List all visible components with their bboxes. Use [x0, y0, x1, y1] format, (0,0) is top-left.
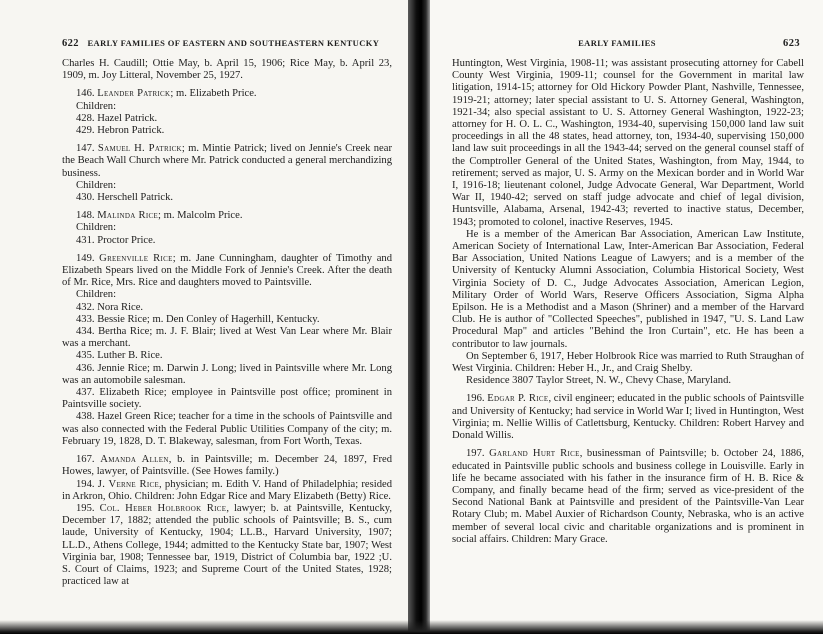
paragraph — [62, 454, 392, 478]
person-name: Garland Hurt Rice — [489, 448, 580, 460]
paragraph-text: 435. Luther B. Rice. — [76, 350, 163, 362]
paragraph-text: 429. Hebron Patrick. — [76, 125, 165, 137]
entry-number: 196. — [466, 393, 485, 405]
right-text-column — [452, 58, 804, 546]
paragraph-text: 428. Hazel Patrick. — [76, 112, 158, 124]
paragraph — [62, 302, 392, 314]
paragraph-text: 436. Jennie Rice; m. Darwin J. Long; lived in Paintsville where Mr. Long was an automobile salesman. — [62, 362, 392, 386]
paragraph-text: On September 6, 1917, Heber Holbrook Rice was married to Ruth Straughan of West Virginia. Children: Heber H., Jr., and Craig Shelby. — [452, 350, 804, 375]
paragraph — [62, 387, 392, 411]
paragraph — [62, 222, 392, 234]
paragraph — [452, 58, 804, 229]
paragraph — [62, 289, 392, 301]
page-edge-shadow — [0, 620, 823, 634]
left-running-header — [62, 38, 394, 49]
paragraph-text: Children: — [76, 222, 117, 234]
paragraph — [452, 229, 804, 351]
person-name: Samuel H. Patrick — [97, 143, 182, 155]
paragraph-text: Residence 3807 Taylor Street, N. W., Chevy Chase, Maryland. — [466, 375, 732, 387]
paragraph-text: , businessman of Paintsville; b. October 24, 1886, educated in Paintsville public schools and business college in Louisville. Early in life he became associated with his father in the insurance firm of H. B. Rice & Company, and finally became head of the firm; served as vice-president of the Second National Bank at Paintsville and president of the Paintsville-Van Lear Rotary Club; m. Mabel Auxier of Richardson County, Nebraska, who is an active member of several local civic and charitable organizations and is prominent in social affairs. Children: Mary Grace. — [452, 448, 804, 545]
right-running-head: EARLY FAMILIES — [578, 38, 656, 48]
paragraph — [62, 411, 392, 448]
entry-number: 149. — [76, 252, 95, 264]
paragraph-text: He is a member of the American Bar Association, American Law Institute, American Society of International Law, Inter-American Bar Association, Federal Bar Association, United Nations League of Lawyers; and is a member of the University of Kentucky Alumni Association, Columbia Historical Society, West Virginia Society of D. C., Judge Advocates Association, American Legion, Military Order of World Wars, Reserve Officers Association, Sigma Alpha Epilson. He is a Methodist and a Mason (Shriner) and a member of the Harvard Club. He is author of "Collected Speeches", published in 1947, "U. S. Land Law Procedural Map" and articles "Behind the Iron Curtain", etc. He has been a contributor to law journals. — [452, 228, 804, 350]
paragraph — [62, 113, 392, 125]
paragraph — [62, 363, 392, 387]
paragraph — [62, 503, 392, 588]
paragraph — [62, 350, 392, 362]
left-text-column — [62, 58, 392, 588]
paragraph — [62, 143, 392, 180]
paragraph — [452, 375, 804, 387]
paragraph — [452, 351, 804, 375]
paragraph — [62, 58, 392, 82]
right-page-number: 623 — [783, 38, 800, 49]
entry-number: 167. — [76, 454, 95, 466]
entry-number: 146. — [76, 88, 95, 100]
paragraph — [62, 479, 392, 503]
right-running-header — [452, 38, 800, 49]
paragraph-text: 438. Hazel Green Rice; teacher for a time in the schools of Paintsville and was also connected with the Federal Public Utilities Company of the city; m. February 19, 1828, D. T. Blakeway, salesman, from Fort Worth, Texas. — [62, 411, 392, 447]
paragraph — [62, 101, 392, 113]
left-running-head: EARLY FAMILIES OF EASTERN AND SOUTHEASTERN KENTUCKY — [87, 38, 380, 48]
paragraph-text: 433. Bessie Rice; m. Den Conley of Hagerhill, Kentucky. — [76, 313, 320, 325]
paragraph — [452, 393, 804, 442]
paragraph-text: Children: — [76, 289, 117, 301]
entry-number: 197. — [466, 448, 485, 460]
paragraph-text: , physician; m. Edith V. Hand of Philadelphia; resided in Arkron, Ohio. Children: John Edgar Rice and Mary Elizabeth (Betty) Rice. — [62, 478, 392, 502]
paragraph-text: ; m. Elizabeth Price. — [170, 88, 257, 100]
paragraph — [62, 326, 392, 350]
paragraph-text: , b. in Paintsville; m. December 24, 1897, Fred Howes, lawyer, of Paintsville. (See Howes family.) — [62, 454, 393, 478]
entry-number: 147. — [76, 143, 95, 155]
left-page-number: 622 — [62, 38, 79, 49]
paragraph-text: Children: — [76, 100, 117, 112]
paragraph — [452, 448, 804, 546]
paragraph — [62, 180, 392, 192]
left-page — [0, 0, 410, 634]
person-name: Leander Patrick — [97, 88, 171, 100]
paragraph — [62, 192, 392, 204]
paragraph-text: 430. Herschell Patrick. — [76, 192, 174, 204]
paragraph-text: 437. Elizabeth Rice; employee in Paintsville post office; prominent in Paintsville society. — [62, 387, 392, 411]
entry-number: 195. — [76, 502, 95, 514]
person-name: Greenville Rice — [99, 252, 173, 264]
paragraph-text: Children: — [76, 179, 117, 191]
paragraph-text: Charles H. Caudill; Ottie May, b. April 15, 1906; Rice May, b. April 23, 1909, m. Joy Litteral, November 25, 1927. — [62, 58, 392, 82]
paragraph-text: 434. Bertha Rice; m. J. F. Blair; lived at West Van Lear where Mr. Blair was a merchant. — [62, 326, 392, 350]
paragraph — [62, 235, 392, 247]
paragraph-text: 432. Nora Rice. — [76, 301, 144, 313]
paragraph — [62, 253, 392, 290]
person-name: Col. Heber Holbrook Rice — [99, 502, 227, 514]
entry-number: 194. — [76, 478, 95, 490]
paragraph — [62, 125, 392, 137]
right-page — [430, 0, 823, 634]
paragraph-text: ; m. Malcolm Price. — [158, 210, 243, 222]
person-name: Malinda Rice — [97, 210, 159, 222]
book-gutter — [408, 0, 432, 634]
paragraph-text: 431. Proctor Price. — [76, 234, 156, 246]
person-name: Edgar P. Rice — [487, 393, 549, 405]
entry-number: 148. — [76, 210, 95, 222]
paragraph-text: Huntington, West Virginia, 1908-11; was assistant prosecuting attorney for Cabell County West Virginia, 1909-11; counsel for the Government in marital law litigation, 1914-15; attorney for Old Hickory Powder Plant, Nashville, Tennessee, 1919-21; attorney; later special assistant to U. S. Attorney General, Washington, 1921-34; also special assistant to U. S. Attorney General Washington, 1922-23; attorney for H. O. L. C., Washington, 1934-40, supervising 150,000 land law suit proceedings in all the 48 states, head attorney, ton, 1934-40, supervising 150,000 land law suit proceedings in all the 1943-44; served on the general counsel staff of the Comptroller General of the United States, Washington, from May, 1944, to retirement; served as major, U. S. Army on the Mexican border and in World War I, 1916-18; lieutenant colonel, Judge Advocate General, War Department, World War II, 1940-42; served on staff judge advocate and chief of legal division, Huntsville, Alabama, Arsenal, 1942-43; reverted to inactive status, December, 1943; promoted to colonel, inactive Reserves, 1945. — [452, 58, 804, 228]
person-name: J. Verne Rice — [97, 478, 160, 490]
paragraph-text: ; m. Mintie Patrick; lived on Jennie's Creek near the Beach Wall Church where Mr. Patrick conducted a general merchandizing business. — [62, 143, 392, 179]
paragraph-text: , lawyer; b. at Paintsville, Kentucky, December 17, 1882; attended the public schools of Paintsville; B. S., cum laude, University of Kentucky, 1904; LL.B., Harvard University, 1907; LL.D., Athens College, 1944; admitted to the Kentucky State bar, 1907; West Virginia bar, 1908; Tennessee bar, 1919, District of Columbia bar, 1922 ;U. S. Court of Claims, 1923; and Supreme Court of the United States, 1928; practiced law at — [62, 502, 393, 588]
paragraph-text: ; m. Jane Cunningham, daughter of Timothy and Elizabeth Spears lived on the Middle Fork of Jennie's Creek. After the death of Mr. Rice, Mrs. Rice and daughters moved to Paintsville. — [62, 252, 392, 289]
paragraph-text: , civil engineer; educated in the public schools of Paintsville and University of Kentucky; had service in World War I; lived in Huntington, West Virginia; m. Nellie Willis of Catlettsburg, Kentucky. Children: Robert Harvey and Donald Willis. — [452, 393, 804, 442]
paragraph — [62, 88, 392, 100]
person-name: Amanda Allen — [100, 454, 169, 466]
paragraph — [62, 314, 392, 326]
paragraph — [62, 210, 392, 222]
